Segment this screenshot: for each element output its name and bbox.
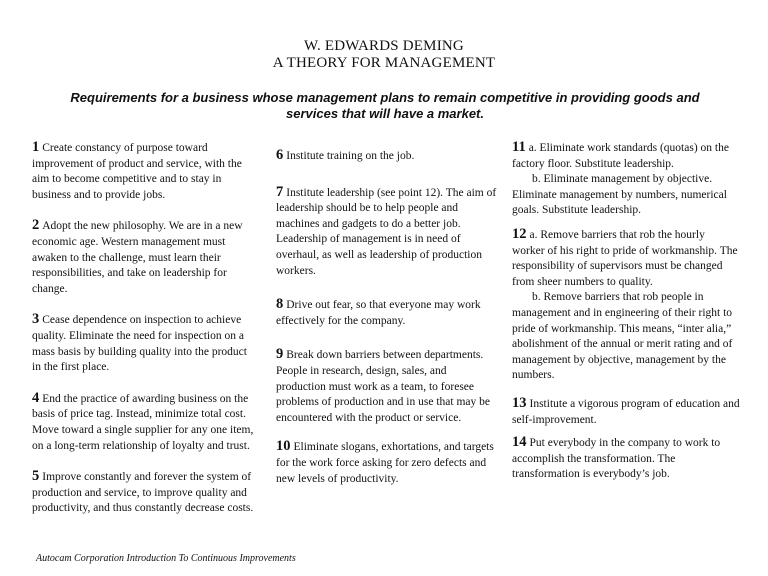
point-number: 10 [276,438,291,455]
point-number: 13 [512,394,527,411]
point-number: 14 [512,434,527,451]
point-number: 4 [32,389,40,406]
page-title [0,38,768,72]
column-left [32,140,257,517]
point-2 [32,218,257,297]
point-text: Institute leadership (see point 12). The aim of leadership should be to help people and machines and gadgets to do a better job. Leadership of management is in need of overhaul, as well as leadership of production workers. [276,186,497,277]
point-text: Eliminate slogans, exhortations, and targets for the work force asking for zero defects and new levels of productivity. [276,441,494,485]
point-text: Put everybody in the company to work to accomplish the transformation. The transformation is everybody’s job. [512,437,721,481]
point-text: Adopt the new philosophy. We are in a new economic age. Western management must awaken to the challenge, must learn their responsibilities, and take on leadership for change. [32,220,243,295]
title-line-2: A THEORY FOR MANAGEMENT [272,55,496,71]
point-number: 3 [32,311,40,328]
column-middle [276,148,498,487]
point-number: 1 [32,139,40,155]
page-footer: Autocam Corporation Introduction To Continuous Improvements [36,553,296,564]
point-8 [276,297,498,329]
point-text: Drive out fear, so that everyone may work effectively for the company. [276,299,481,327]
point-text: a. Remove barriers that rob the hourly worker of his right to pride of workmanship. The responsibility of supervisors must be changed from sheer numbers to quality. [512,228,738,288]
point-subtext: b. Remove barriers that rob people in management and in engineering of their right to pride of workmanship. This means, “inter alia,” abolishment of the annual or merit rating and of management by objective, management by the numbers. [512,291,733,382]
point-text: Institute a vigorous program of education and self-improvement. [512,397,740,426]
point-number: 12 [512,225,527,242]
point-11 [512,140,740,219]
point-12 [512,227,740,384]
point-7 [276,185,498,280]
point-number: 9 [276,346,284,363]
point-10 [276,439,498,487]
point-text: a. Eliminate work standards (quotas) on the factory floor. Substitute leadership. [512,142,729,170]
point-number: 8 [276,296,284,313]
point-6 [276,148,498,165]
point-number: 7 [276,183,284,200]
point-subtext: b. Eliminate management by objective. Eliminate management by numbers, numerical goals. Substitute leadership. [512,173,727,217]
title-line-1: W. EDWARDS DEMING [304,38,464,54]
point-number: 6 [276,147,284,163]
point-text: Cease dependence on inspection to achieve quality. Eliminate the need for inspection on a mass basis by building quality into the product in the first place. [32,314,247,374]
column-right [512,140,740,483]
point-9 [276,347,498,426]
point-5 [32,469,257,517]
point-3 [32,312,257,375]
point-text: Create constancy of purpose toward improvement of product and service, with the aim to become competitive and to stay in business and to provide jobs. [32,142,242,201]
point-text: End the practice of awarding business on the basis of price tag. Instead, minimize total cost. Move toward a single supplier for any one item, on a long-term relationship of loyalty and trust. [32,392,254,452]
point-1 [32,140,257,203]
point-text: Institute training on the job. [286,150,415,162]
point-number: 5 [32,468,40,485]
point-14 [512,435,740,483]
point-text: Improve constantly and forever the system of production and service, to improve quality and productivity, and thus constantly decrease costs. [32,471,254,515]
page-subtitle: Requirements for a business whose management plans to remain competitive in providing goods and services that will have a market. [70,90,700,121]
point-text: Break down barriers between departments. People in research, design, sales, and production must work as a team, to foresee problems of production and in use that may be encountered with the product or service. [276,349,490,424]
point-number: 11 [512,139,526,155]
point-13 [512,396,740,428]
point-4 [32,391,257,454]
point-number: 2 [32,217,40,234]
